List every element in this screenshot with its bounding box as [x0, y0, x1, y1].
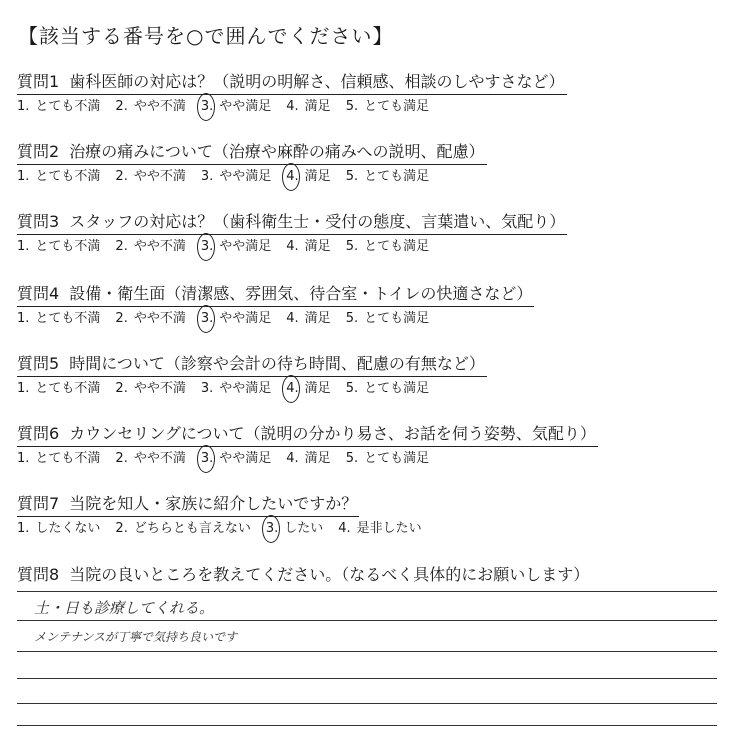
comment-question — [17, 562, 589, 585]
question-title — [17, 70, 567, 95]
question-4 — [17, 282, 717, 334]
answer-option[interactable]: 5. とても満足 — [345, 169, 430, 184]
answer-option[interactable]: 3. やや満足 — [200, 381, 272, 396]
answer-line-2 — [17, 620, 717, 621]
answer-option[interactable]: 4. 満足 — [286, 451, 331, 466]
question-title — [17, 210, 567, 235]
answer-options — [17, 379, 444, 399]
answer-option[interactable]: 2. やや不満 — [115, 99, 186, 114]
question-number: 質問1 — [17, 72, 60, 91]
answer-option[interactable]: 1. したくない — [17, 521, 101, 536]
question-text: スタッフの対応は？（歯科衛生士・受付の態度、言葉遣い、気配り） — [69, 212, 566, 231]
answer-option[interactable]: 2. やや不満 — [115, 239, 186, 254]
comment-question-text: 当院の良いところを教えてください。（なるべく具体的にお願いします） — [69, 565, 590, 584]
answer-options — [17, 449, 444, 469]
question-2 — [17, 140, 717, 192]
question-title — [17, 492, 359, 517]
answer-line-1 — [17, 591, 717, 592]
page-heading: 【該当する番号を○で囲んでください】 — [18, 24, 394, 48]
question-number: 質問7 — [17, 494, 60, 513]
question-title — [17, 352, 487, 377]
question-title — [17, 422, 598, 447]
answer-option-selected[interactable]: 3. やや満足 — [200, 99, 272, 114]
question-text: 歯科医師の対応は？（説明の明解さ、信頼感、相談のしやすさなど） — [69, 72, 565, 91]
answer-option[interactable]: 1. とても不満 — [17, 451, 101, 466]
answer-option[interactable]: 2. やや不満 — [115, 451, 186, 466]
answer-option[interactable]: 4. 満足 — [286, 99, 331, 114]
answer-option[interactable]: 5. とても満足 — [345, 239, 430, 254]
answer-option-selected[interactable]: 4. 満足 — [286, 169, 331, 184]
answer-options — [17, 237, 444, 257]
answer-option[interactable]: 2. やや不満 — [115, 169, 186, 184]
question-number: 質問2 — [17, 142, 60, 161]
answer-option[interactable]: 1. とても不満 — [17, 311, 101, 326]
question-5 — [17, 352, 717, 404]
question-text: 当院を知人・家族に紹介したいですか？ — [69, 494, 358, 513]
answer-options — [17, 97, 444, 117]
answer-option[interactable]: 2. どちらとも言えない — [115, 521, 251, 536]
answer-options — [17, 167, 444, 187]
answer-option[interactable]: 2. やや不満 — [115, 381, 186, 396]
answer-line-3 — [17, 651, 717, 652]
question-1 — [17, 70, 717, 122]
answer-option-selected[interactable]: 3. やや満足 — [200, 239, 272, 254]
question-6 — [17, 422, 717, 474]
answer-option[interactable]: 4. 是非したい — [338, 521, 422, 536]
answer-option[interactable]: 1. とても不満 — [17, 239, 101, 254]
question-title — [17, 140, 487, 165]
question-number: 質問5 — [17, 354, 60, 373]
answer-option[interactable]: 1. とても不満 — [17, 169, 101, 184]
answer-option[interactable]: 1. とても不満 — [17, 99, 101, 114]
answer-option[interactable]: 5. とても満足 — [345, 381, 430, 396]
question-text: カウンセリングについて（説明の分かり易さ、お話を伺う姿勢、気配り） — [69, 424, 596, 443]
question-text: 治療の痛みについて（治療や麻酔の痛みへの説明、配慮） — [69, 142, 485, 161]
answer-option-selected[interactable]: 3. したい — [265, 521, 324, 536]
answer-option-selected[interactable]: 4. 満足 — [286, 381, 331, 396]
answer-option[interactable]: 5. とても満足 — [345, 451, 430, 466]
question-text: 設備・衛生面（清潔感、雰囲気、待合室・トイレの快適さなど） — [69, 284, 533, 303]
answer-option[interactable]: 1. とても不満 — [17, 381, 101, 396]
question-number: 質問6 — [17, 424, 60, 443]
answer-line-6 — [17, 725, 717, 726]
answer-line-5 — [17, 703, 717, 704]
answer-option[interactable]: 4. 満足 — [286, 239, 331, 254]
answer-options — [17, 519, 437, 539]
comment-question-number: 質問8 — [17, 565, 60, 584]
answer-option[interactable]: 2. やや不満 — [115, 311, 186, 326]
question-number: 質問3 — [17, 212, 60, 231]
answer-option[interactable]: 4. 満足 — [286, 311, 331, 326]
question-number: 質問4 — [17, 284, 60, 303]
handwritten-comment-line-2: メンテナンスが丁寧で気持ち良いです — [34, 630, 238, 644]
question-title — [17, 282, 534, 307]
question-text: 時間について（診察や会計の待ち時間、配慮の有無など） — [69, 354, 485, 373]
question-7 — [17, 492, 717, 544]
answer-option-selected[interactable]: 3. やや満足 — [200, 311, 272, 326]
answer-option[interactable]: 5. とても満足 — [345, 311, 430, 326]
answer-options — [17, 309, 444, 329]
answer-option[interactable]: 5. とても満足 — [345, 99, 430, 114]
answer-line-4 — [17, 678, 717, 679]
handwritten-comment-line-1: 土・日も診療してくれる。 — [34, 599, 215, 617]
question-3 — [17, 210, 717, 262]
answer-option[interactable]: 3. やや満足 — [200, 169, 272, 184]
answer-option-selected[interactable]: 3. やや満足 — [200, 451, 272, 466]
